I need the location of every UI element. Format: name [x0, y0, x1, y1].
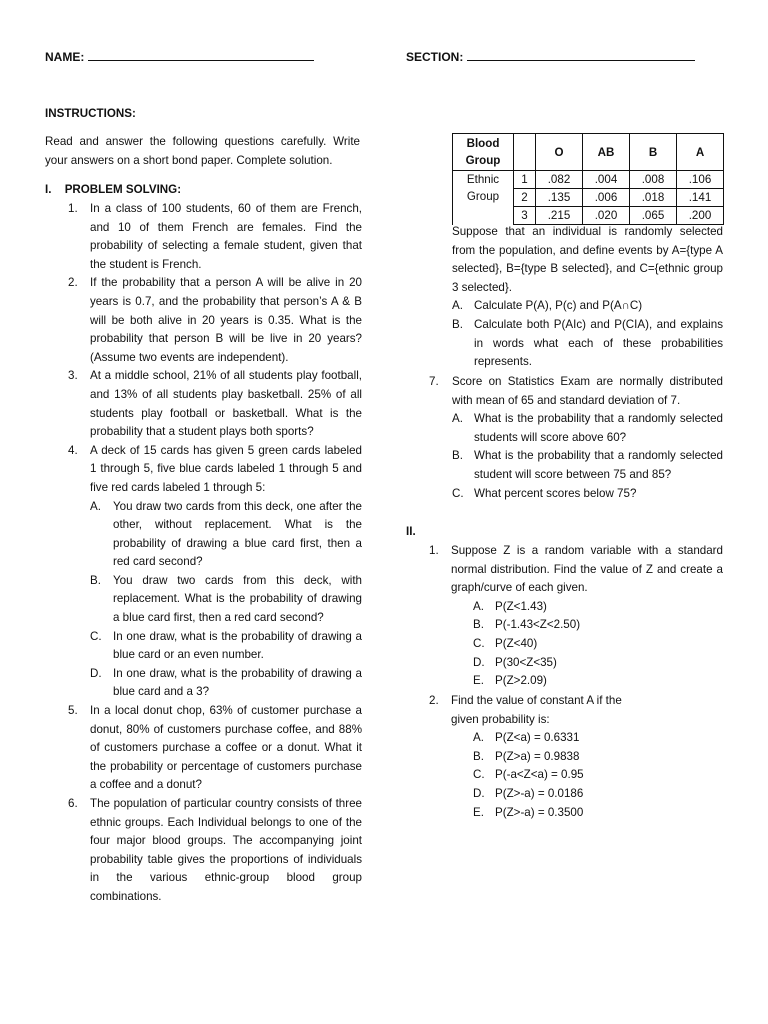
- table-cell: .135: [536, 189, 583, 207]
- sub-text: P(Z>-a) = 0.0186: [495, 786, 584, 800]
- question-number: 3.: [68, 369, 78, 383]
- question-6-sub-a: [452, 297, 723, 316]
- sub-letter: B.: [473, 749, 484, 763]
- question-number: 2.: [429, 694, 439, 707]
- sub-letter: A.: [90, 499, 101, 513]
- part1-title: PROBLEM SOLVING:: [64, 183, 182, 196]
- table-cell: .106: [677, 171, 724, 189]
- sub-letter: B.: [452, 317, 463, 331]
- table-row: [453, 171, 724, 189]
- sub-letter: C.: [90, 629, 102, 643]
- sub-letter: D.: [473, 655, 485, 669]
- part2-question-1: [429, 542, 723, 691]
- sub-text: P(-a<Z<a) = 0.95: [495, 768, 584, 782]
- question-text: In a local donut chop, 63% of customer purchase a donut, 80% of customers purchase coffee, and 88% of customers purchase a coffee or a donut. What it the probability or percentage of customers purchase a coffee and a donut?: [90, 704, 362, 792]
- part2-question-2: [429, 692, 723, 822]
- question-number: 1.: [68, 202, 78, 215]
- table-empty-header: [514, 134, 536, 171]
- sub-text: Calculate P(A), P(c) and P(A∩C): [474, 299, 643, 313]
- question-7-sub-a: [452, 410, 723, 447]
- question-4-sub-d: [90, 665, 362, 702]
- question-number: 4.: [68, 443, 78, 457]
- table-cell: .215: [536, 207, 583, 225]
- section-blank[interactable]: [467, 47, 695, 61]
- question-text: At a middle school, 21% of all students play football, and 13% of all students play basketball. 25% of all students play football or basketball. What is the probability that a student plays both sports?: [90, 369, 362, 439]
- sub-letter: C.: [473, 768, 485, 782]
- table-cell: .020: [583, 207, 630, 225]
- question-7-sub-c: [452, 485, 723, 504]
- corner-line2: Group: [465, 154, 501, 167]
- list-item: [473, 729, 723, 748]
- question-text: A deck of 15 cards has given 5 green cards labeled 1 through 5, five blue cards labeled 1 through 5 and five red cards labeled 1 through 5:: [90, 443, 362, 494]
- instructions-title: INSTRUCTIONS:: [45, 107, 136, 120]
- table-cell: .141: [677, 189, 724, 207]
- part1-left-column: [68, 200, 362, 907]
- question-2: [68, 274, 362, 367]
- sub-letter: A.: [473, 599, 484, 613]
- question-7: [429, 373, 723, 503]
- question-number: 6.: [68, 797, 78, 810]
- question-text: If the probability that a person A will be alive in 20 years is 0.7, and the probability that person’s A & B will be both alive in 20 years is 0.35. What is the probability that person B will be live in 20 years? (Assume two events are independent).: [90, 276, 362, 364]
- sub-text: P(Z>-a) = 0.3500: [495, 805, 584, 819]
- col-header-o: O: [536, 134, 583, 171]
- table-cell: .008: [630, 171, 677, 189]
- question-text: Score on Statistics Exam are normally distributed with mean of 65 and standard deviation of 7.: [452, 375, 723, 407]
- sub-letter: B.: [452, 449, 463, 463]
- list-item: [473, 766, 723, 785]
- question-4-sub-b: [90, 572, 362, 628]
- question-6-sub-b: [452, 316, 723, 372]
- list-item: [473, 598, 723, 617]
- table-cell: .004: [583, 171, 630, 189]
- table-cell: .200: [677, 207, 724, 225]
- part1-heading: [45, 181, 181, 200]
- sub-letter: E.: [473, 805, 484, 819]
- question-text: In a class of 100 students, 60 of them are French, and 10 of them French are females. Find the probability of selecting a female student, given that the student is French.: [90, 202, 362, 271]
- question-text: Find the value of constant A if the given probability is:: [451, 694, 622, 726]
- sub-letter: D.: [90, 666, 102, 680]
- part1-numeral: I.: [45, 183, 52, 196]
- sub-letter: A.: [452, 299, 463, 313]
- list-item: [473, 748, 723, 767]
- part2-q2-subs: [451, 729, 723, 822]
- name-label: NAME:: [45, 50, 85, 64]
- sub-letter: B.: [90, 573, 101, 587]
- sub-letter: A.: [473, 731, 484, 745]
- question-text: Suppose Z is a random variable with a standard normal distribution. Find the value of Z and create a graph/curve of each given.: [451, 544, 723, 595]
- col-header-b: B: [630, 134, 677, 171]
- sub-letter: B.: [473, 618, 484, 632]
- row-index: 1: [514, 171, 536, 189]
- question-6-continued: Suppose that an individual is randomly selected from the population, and define events by A={type A selected}, B={type B selected}, and C={ethnic group 3 selected}.: [452, 225, 723, 294]
- row-label: [453, 171, 514, 225]
- part2-q1-subs: [451, 598, 723, 691]
- sub-text: In one draw, what is the probability of drawing a blue card or an even number.: [113, 629, 362, 662]
- question-1: [68, 200, 362, 274]
- list-item: [473, 785, 723, 804]
- col-header-a: A: [677, 134, 724, 171]
- sub-text: You draw two cards from this deck, one after the other, without replacement. What is the probability of drawing a blue card first, then a red card second?: [113, 499, 362, 569]
- name-blank[interactable]: [88, 47, 314, 61]
- table-cell: .006: [583, 189, 630, 207]
- sub-letter: A.: [452, 412, 463, 426]
- sub-text: You draw two cards from this deck, with replacement. What is the probability of drawing a blue card first, then a red card second?: [113, 573, 362, 625]
- part1-right-column: [452, 223, 723, 372]
- list-item: [473, 616, 723, 635]
- row-label-line2: Group: [466, 190, 500, 203]
- sub-text: P(Z<a) = 0.6331: [495, 731, 580, 745]
- question-4-sub-c: [90, 628, 362, 665]
- sub-text: P(Z<1.43): [495, 599, 547, 613]
- sub-text: P(-1.43<Z<2.50): [495, 618, 581, 632]
- row-index: 2: [514, 189, 536, 207]
- list-item: [473, 635, 723, 654]
- blood-group-table: [452, 133, 724, 225]
- sub-text: Calculate both P(AIc) and P(CIA), and explains in words what each of these probabilities represents.: [474, 317, 723, 369]
- sub-letter: E.: [473, 674, 484, 688]
- section-label: SECTION:: [406, 50, 464, 64]
- sub-text: P(30<Z<35): [495, 655, 557, 669]
- sub-text: What percent scores below 75?: [474, 486, 637, 500]
- question-text: The population of particular country consists of three ethnic groups. Each Individual belongs to one of the four major blood groups. The accompanying joint probability table gives the proportions of individuals in the various ethnic-group blood group combinations.: [90, 797, 362, 903]
- question-number: 1.: [429, 544, 439, 557]
- question-3: [68, 367, 362, 441]
- question-6: [68, 795, 362, 907]
- question-number: 2.: [68, 276, 78, 290]
- section-field[interactable]: [406, 47, 695, 67]
- question-4: [68, 442, 362, 702]
- question-5: [68, 702, 362, 795]
- sub-text: What is the probability that a randomly selected student will score between 75 and 85?: [474, 449, 723, 481]
- sub-text: P(Z>2.09): [495, 674, 547, 688]
- sub-letter: C.: [473, 636, 485, 650]
- corner-line1: Blood: [466, 137, 500, 150]
- question-4-sub-a: [90, 498, 362, 572]
- row-label-line1: Ethnic: [466, 173, 500, 186]
- instructions-text: Read and answer the following questions carefully. Write your answers on a short bond paper. Complete solution.: [45, 135, 360, 167]
- list-item: [473, 672, 723, 691]
- question-number: 5.: [68, 704, 78, 718]
- table-cell: .065: [630, 207, 677, 225]
- table-corner: [453, 134, 514, 171]
- table-cell: .018: [630, 189, 677, 207]
- sub-text: P(Z>a) = 0.9838: [495, 749, 580, 763]
- table-cell: .082: [536, 171, 583, 189]
- part2-numeral: II.: [406, 525, 416, 538]
- row-index: 3: [514, 207, 536, 225]
- question-number: 7.: [429, 375, 439, 388]
- sub-letter: D.: [473, 786, 485, 800]
- col-header-ab: AB: [583, 134, 630, 171]
- sub-letter: C.: [452, 486, 464, 500]
- sub-text: P(Z<40): [495, 636, 538, 650]
- list-item: [473, 804, 723, 823]
- sub-text: What is the probability that a randomly selected students will score above 60?: [474, 412, 723, 444]
- name-field[interactable]: [45, 47, 314, 67]
- list-item: [473, 654, 723, 673]
- sub-text: In one draw, what is the probability of drawing a blue card and a 3?: [113, 666, 362, 699]
- question-7-sub-b: [452, 447, 723, 484]
